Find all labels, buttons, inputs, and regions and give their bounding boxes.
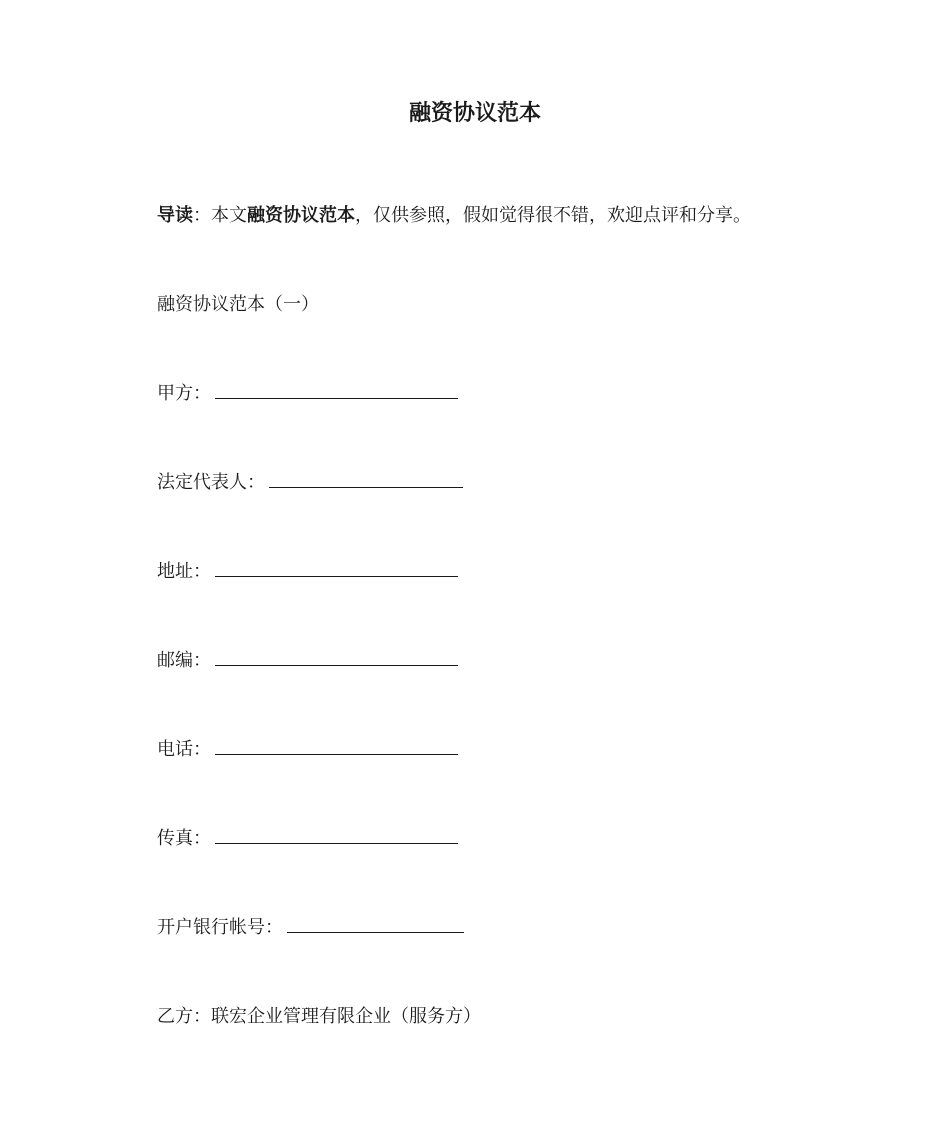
field-label: 邮编： [157,650,211,671]
fill-in-blank [215,558,458,577]
field-postcode [157,647,458,675]
fill-in-blank [215,380,458,399]
field-address [157,558,458,586]
intro-paragraph [157,202,751,230]
fill-in-blank [215,825,458,844]
fill-in-blank [215,736,458,755]
field-label: 甲方： [157,383,211,404]
field-label: 传真： [157,828,211,849]
intro-text: ，仅供参照，假如觉得很不错，欢迎点评和分享。 [355,205,751,226]
document-title: 融资协议范本 [408,101,541,126]
section-heading: 融资协议范本（一） [157,294,319,315]
fill-in-blank [269,469,463,488]
intro-label: 导读 [157,205,193,226]
field-phone [157,736,458,764]
field-label: 开户银行帐号： [157,917,283,938]
field-label: 法定代表人： [157,472,265,493]
field-bank-account [157,914,464,942]
party-b-line: 乙方：联宏企业管理有限企业（服务方） [157,1006,481,1027]
intro-document-name: 融资协议范本 [247,205,355,226]
fill-in-blank [287,914,464,933]
intro-separator: ：本文 [193,205,247,226]
field-legal-representative [157,469,463,497]
field-label: 地址： [157,561,211,582]
fill-in-blank [215,647,458,666]
field-party-a [157,380,458,408]
field-fax [157,825,458,853]
field-label: 电话： [157,739,211,760]
